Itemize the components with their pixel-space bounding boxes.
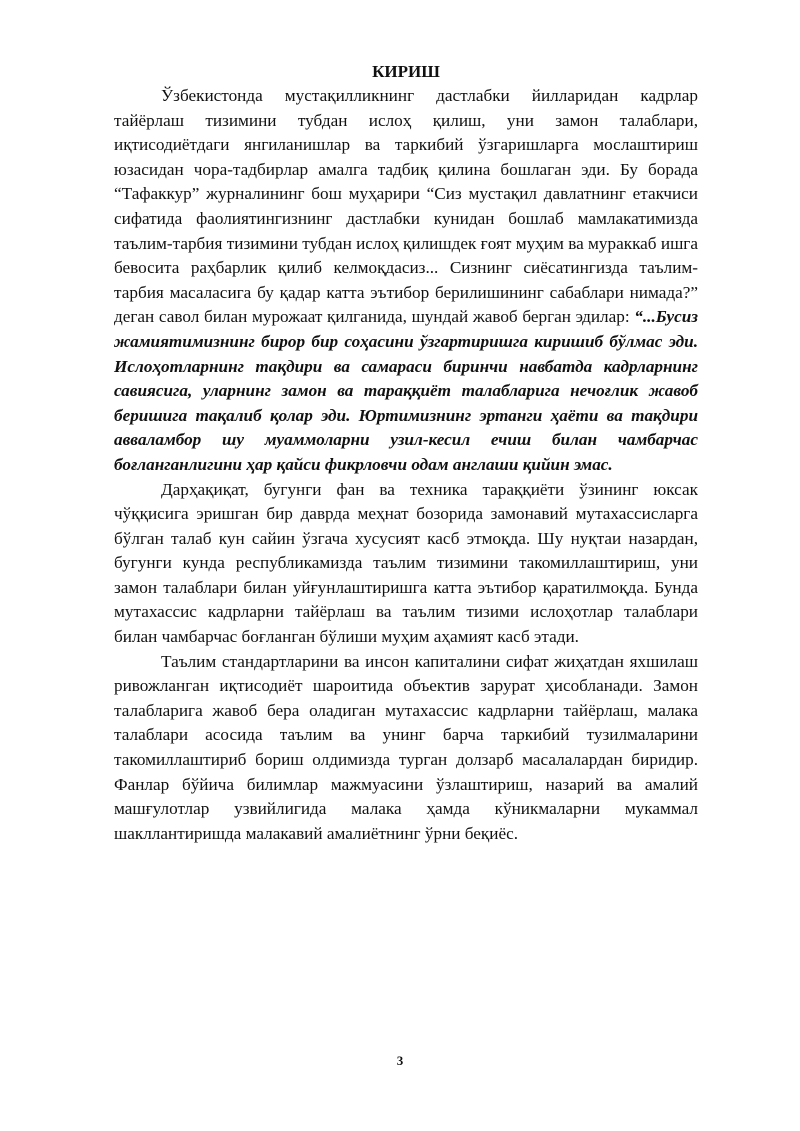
president-quote: “...Бусиз жамиятимизнинг бирор бир соҳасини ўзгартиришга киришиб бўлмас эди. Ислоҳотларнинг тақдири ва самараси биринчи навбатда кадрларнинг савиясига, уларнинг замон ва тараққиёт талабларига нечоғлик жавоб беришига тақалиб қолар эди. Юртимизнинг эртанги ҳаёти ва тақдири аввaламбор шу муаммоларни узил-кесил ечиш билан чамбарчас боғланганлигини ҳар қайси фикрловчи одам англаши қийин эмас. <box>114 307 698 474</box>
document-page <box>114 60 698 846</box>
paragraph-1-text: Ўзбекистонда мустақилликнинг дастлабки йилларидан кадрлар тайёрлаш тизимини тубдан ислоҳ қилиш, уни замон талаблари, иқтисодиётдаги янгиланишлар ва таркибий ўзгаришларга мослаштириш юзасидан чора-тадбирлар амалга тадбиқ қилина бошлаган эди. Бу борада “Тафаккур” журналининг бош муҳарири “Сиз мустақил давлатнинг етакчиси сифатида фаолиятингизнинг дастлабки кунидан бошлаб мамлакатимизда таълим-тарбия тизимини тубдан ислоҳ қилишдек ғоят муҳим ва мураккаб ишга бевосита раҳбарлик қилиб келмоқдасиз... Сизнинг сиёсатингизда таълим-тарбия масаласига бу қадар катта эътибор берилишининг сабаблари нимада?” деган савол билан мурожаат қилганида, шундай жавоб берган эдилар: <box>114 86 698 327</box>
paragraph-2: Дарҳақиқат, бугунги фан ва техника тараққиёти ўзининг юксак чўққисига эришган бир даврда меҳнат бозорида замонавий мутахассисларга бўлган талаб кун сайин ўзгача хусусият касб этмоқда. Шу нуқтаи назардан, бугунги кунда республикамизда таълим тизимини такомиллаштириш, уни замон талаблари билан уйғунлаштиришга катта эътибор қаратилмоқда. Бунда мутахассис кадрларни тайёрлаш ва таълим тизими ислоҳотлар талаблари билан чамбарчас боғланган бўлиши муҳим аҳамият касб этади. <box>114 479 698 647</box>
page-title: КИРИШ <box>372 62 440 81</box>
paragraph-3: Таълим стандартларини ва инсон капиталини сифат жиҳатдан яхшилаш ривожланган иқтисодиёт шароитида объектив зарурат ҳисобланади. Замон талабларига жавоб бера оладиган мутахассис кадрларни тайёрлаш, малака талаблари асосида таълим ва унинг барча таркибий тузилмаларини такомиллаштириб бориш олдимизда турган долзарб масалалардан биридир. Фанлар бўйича билимлар мажмуасини ўзлаштириш, назарий ва амалий машғулотлар узвийлигида малака ҳамда кўникмаларни мукаммал шакллантиришда малакавий амалиётнинг ўрни беқиёс. <box>114 651 698 843</box>
page-number: 3 <box>396 1053 404 1068</box>
paragraph-1 <box>114 84 698 478</box>
